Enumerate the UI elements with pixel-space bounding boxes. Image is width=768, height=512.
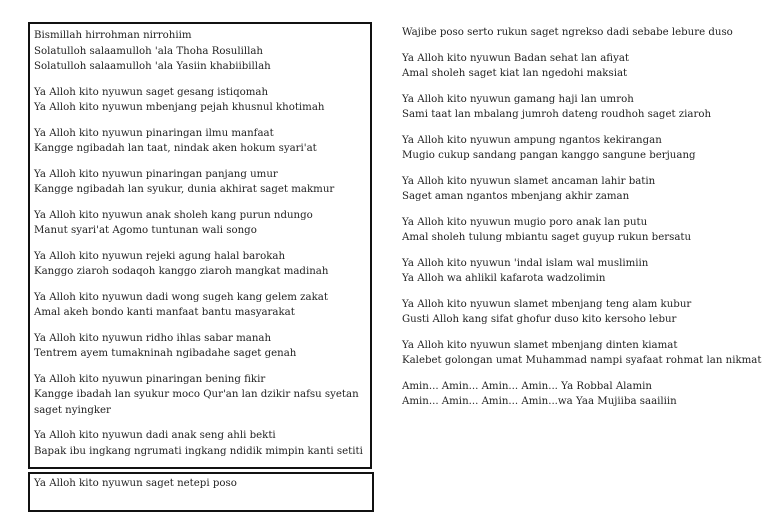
text-line: Bapak ibu ingkang ngrumati ingkang ndidik mimpin kanti setiti [34, 445, 363, 457]
text-line: Sami taat lan mbalang jumroh dateng roudhoh saget ziaroh [402, 109, 712, 120]
stanza [34, 290, 370, 321]
text-line: Amal sholeh tulung mbiantu saget guyup rukun bersatu [402, 232, 692, 243]
stanza [402, 25, 762, 41]
text-line: Ya Alloh kito nyuwun gamang haji lan umroh [402, 93, 634, 105]
text-line: Ya Alloh kito nyuwun rejeki agung halal barokah [34, 250, 286, 262]
text-line: Gusti Alloh kang sifat ghofur duso kito kersoho lebur [402, 314, 677, 325]
stanza [34, 167, 370, 198]
text-line: Kangge ngibadah lan syukur, dunia akhirat saget makmur [34, 184, 335, 195]
text-line: Ya Alloh kito nyuwun dadi anak seng ahli bekti [34, 430, 276, 441]
text-line: Amin... Amin... Amin... Amin... Ya Robbal Alamin [402, 380, 652, 392]
stanza [34, 428, 370, 459]
stanza [402, 51, 762, 82]
text-line: Ya Alloh kito nyuwun dadi wong sugeh kang gelem zakat [34, 291, 328, 303]
text-line: Ya Alloh wa ahlikil kafarota wadzolimin [402, 273, 606, 284]
text-line: Kalebet golongan umat Muhammad nampi syafaat rohmat lan nikmat [402, 355, 762, 366]
text-line: Ya Alloh kito nyuwun mugio poro anak lan putu [402, 216, 648, 228]
text-line: Manut syari'at Agomo tuntunan wali songo [34, 225, 257, 236]
stanza [34, 372, 370, 419]
left-text-box [28, 22, 372, 469]
stanza [402, 133, 762, 164]
text-line: Ya Alloh kito nyuwun pinaringan ilmu manfaat [34, 127, 274, 139]
text-line: Solatulloh salaamulloh 'ala Yasiin khabiibillah [34, 61, 271, 72]
text-line: Ya Alloh kito nyuwun slamet mbenjang teng alam kubur [402, 298, 692, 310]
text-line: Ya Alloh kito nyuwun slamet ancaman lahir batin [402, 175, 656, 187]
text-line: Amal sholeh saget kiat lan ngedohi maksiat [402, 68, 628, 79]
text-line: Ya Alloh kito nyuwun anak sholeh kang purun ndungo [34, 209, 313, 221]
text-line: Ya Alloh kito nyuwun 'indal islam wal muslimiin [402, 257, 649, 269]
text-line: Amal akeh bondo kanti manfaat bantu masyarakat [34, 307, 295, 318]
text-line: Ya Alloh kito nyuwun Badan sehat lan afiyat [402, 52, 630, 64]
text-line: Ya Alloh kito nyuwun slamet mbenjang dinten kiamat [402, 339, 678, 351]
stanza [34, 28, 370, 75]
text-line: Ya Alloh kito nyuwun ridho ihlas sabar manah [34, 332, 272, 344]
stanza [34, 85, 370, 116]
text-line: Kangge ibadah lan syukur moco Qur'an lan dzikir nafsu syetan saget nyingker [34, 389, 359, 416]
stanza [34, 126, 370, 157]
stanza [402, 379, 762, 410]
stanza [34, 208, 370, 239]
stanza [402, 256, 762, 287]
stanza [402, 215, 762, 246]
text-line: Mugio cukup sandang pangan kanggo sangune berjuang [402, 150, 696, 161]
text-line: Wajibe poso serto rukun saget ngrekso dadi sebabe lebure duso [402, 27, 733, 38]
text-line: Kangge ngibadah lan taat, nindak aken hokum syari'at [34, 143, 317, 154]
text-line: Ya Alloh kito nyuwun ampung ngantos kekirangan [402, 134, 662, 146]
text-line: Ya Alloh kito nyuwun saget netepi poso [34, 478, 237, 489]
stanza [402, 297, 762, 328]
text-line: Bismillah hirrohman nirrohiim [34, 30, 192, 41]
stanza [402, 338, 762, 369]
text-line: Solatulloh salaamulloh 'ala Thoha Rosulillah [34, 45, 263, 57]
text-line: Kanggo ziaroh sodaqoh kanggo ziaroh mangkat madinah [34, 266, 329, 277]
stanza [34, 331, 370, 362]
text-line: Amin... Amin... Amin... Amin...wa Yaa Mujiiba saailiin [402, 396, 677, 407]
text-line: Ya Alloh kito nyuwun mbenjang pejah khusnul khotimah [34, 102, 325, 113]
right-text-column [402, 25, 762, 420]
stanza [402, 92, 762, 123]
bottom-text-box [28, 472, 374, 512]
stanza [34, 249, 370, 280]
text-line: Ya Alloh kito nyuwun saget gesang istiqomah [34, 86, 269, 98]
text-line: Ya Alloh kito nyuwun pinaringan bening fikir [34, 373, 266, 385]
text-line: Ya Alloh kito nyuwun pinaringan panjang umur [34, 168, 278, 180]
text-line: Tentrem ayem tumakninah ngibadahe saget genah [34, 348, 297, 359]
text-line: Saget aman ngantos mbenjang akhir zaman [402, 191, 630, 202]
stanza [402, 174, 762, 205]
